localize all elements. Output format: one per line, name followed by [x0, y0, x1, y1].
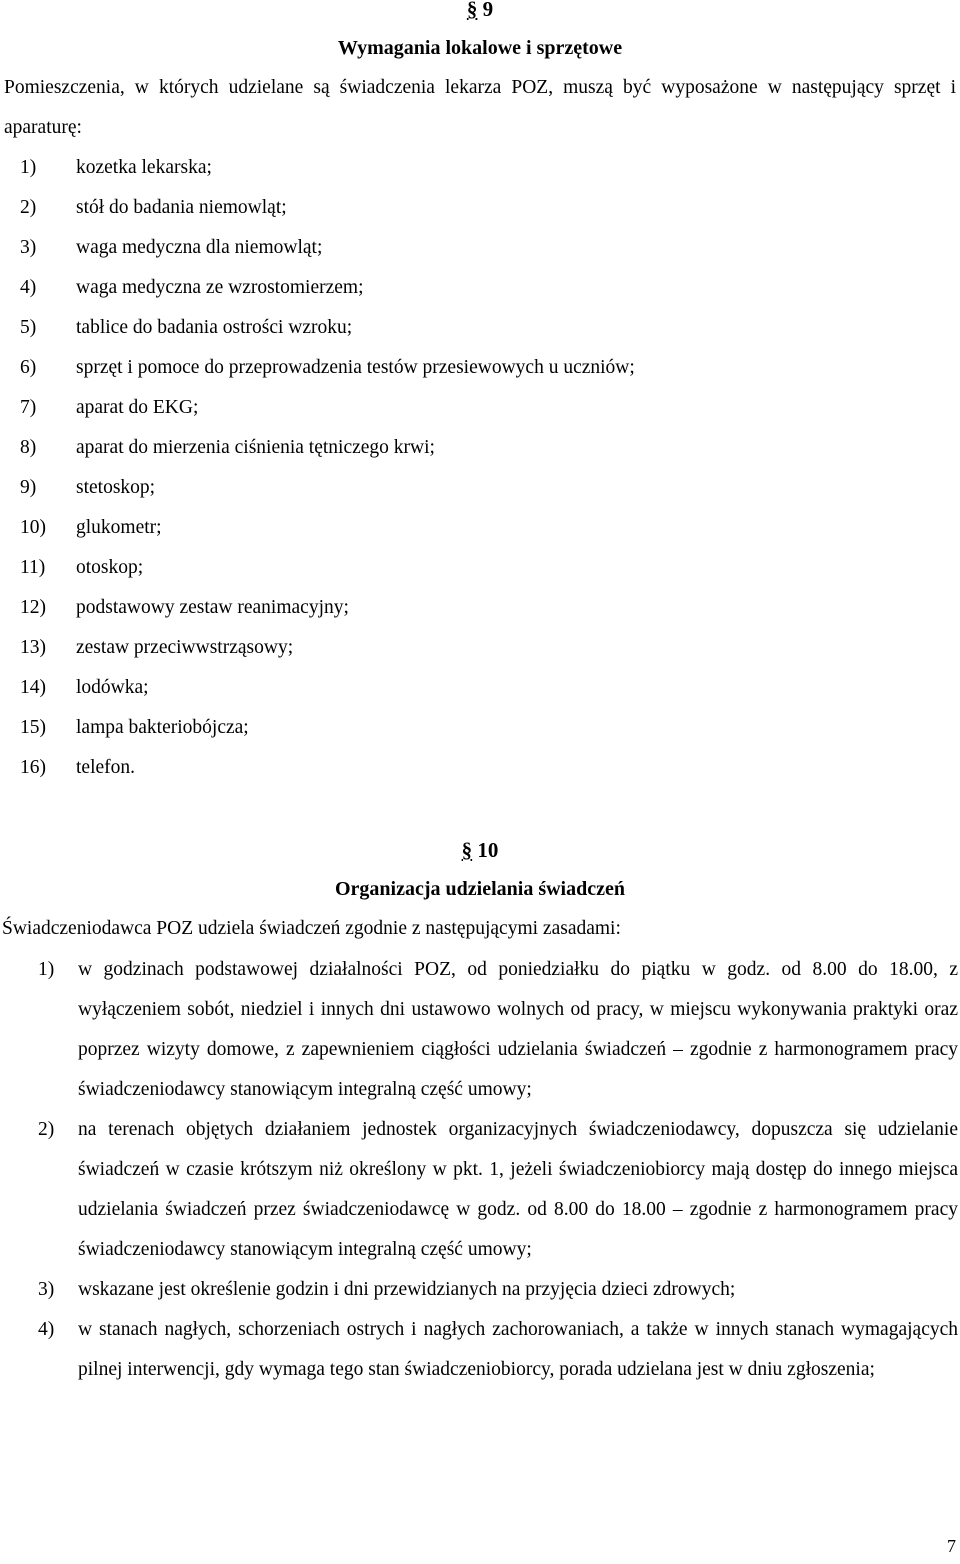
rules-list [0, 950, 960, 1390]
list-item-text: stół do badania niemowląt; [76, 197, 287, 218]
list-item [0, 1310, 960, 1390]
list-item-text: wskazane jest określenie godzin i dni przewidzianych na przyjęcia dzieci zdrowych; [78, 1279, 736, 1300]
page-number: 7 [947, 1536, 956, 1556]
list-item-text: glukometr; [76, 517, 162, 538]
section-10-number-value: 10 [477, 838, 499, 862]
list-item-number: 2) [38, 1119, 55, 1140]
section-10-title: Organizacja udzielania świadczeń [335, 878, 625, 900]
list-item-number: 11) [20, 557, 46, 578]
list-item-number: 4) [38, 1319, 55, 1340]
list-item-number: 1) [20, 157, 37, 178]
list-item-number: 7) [20, 397, 37, 418]
list-item [0, 1110, 960, 1270]
list-item-number: 1) [38, 959, 55, 980]
list-item-text: telefon. [76, 757, 136, 778]
section-10-number [0, 837, 960, 863]
list-item-number: 3) [20, 237, 37, 258]
list-item-number: 13) [20, 637, 46, 658]
list-item-text: aparat do mierzenia ciśnienia tętniczego krwi; [76, 437, 435, 458]
list-item-text: lodówka; [76, 677, 149, 698]
list-item-text: aparat do EKG; [76, 397, 199, 418]
list-item-number: 14) [20, 677, 46, 698]
list-item-text: lampa bakteriobójcza; [76, 717, 249, 738]
list-item-text: kozetka lekarska; [76, 157, 212, 178]
list-item-text: stetoskop; [76, 477, 156, 498]
list-item-number: 2) [20, 197, 37, 218]
list-item-number: 3) [38, 1279, 55, 1300]
list-item-text: waga medyczna dla niemowląt; [76, 237, 323, 258]
list-item-number: 10) [20, 517, 46, 538]
list-item-number: 5) [20, 317, 37, 338]
section-sign: § [466, 0, 478, 21]
list-item-number: 16) [20, 757, 46, 778]
list-item-text: otoskop; [76, 557, 144, 578]
section-sign: § [461, 838, 473, 862]
list-item-text: waga medyczna ze wzrostomierzem; [76, 277, 364, 298]
list-item-number: 15) [20, 717, 46, 738]
list-item-text: w godzinach podstawowej działalności POZ, od poniedziałku do piątku w godz. od 8.00 do 18.00, z wyłączeniem sobót, niedziel i innych dni ustawowo wolnych od pracy, w miejscu wykonywania praktyki oraz poprzez wizyty domowe, z zapewnieniem ciągłości udzielania świadczeń – zgodnie z harmonogramem pracy świadczeniodawcy stanowiącym integralną część umowy; [78, 959, 958, 1100]
list-item-number: 12) [20, 597, 46, 618]
list-item-text: sprzęt i pomoce do przeprowadzenia testów przesiewowych u uczniów; [76, 357, 635, 378]
list-item-text: na terenach objętych działaniem jednostek organizacyjnych świadczeniodawcy, dopuszcza się udzielanie świadczeń w czasie krótszym niż określony w pkt. 1, jeżeli świadczeniobiorcy mają dostęp do innego miejsca udzielania świadczeń przez świadczeniodawcę w godz. od 8.00 do 18.00 – zgodnie z harmonogramem pracy świadczeniodawcy stanowiącym integralną część umowy; [78, 1119, 958, 1260]
section-9-number-value: 9 [482, 0, 494, 21]
list-item-number: 8) [20, 437, 37, 458]
list-item-text: w stanach nagłych, schorzeniach ostrych i nagłych zachorowaniach, a także w innych stanach wymagających pilnej interwencji, gdy wymaga tego stan świadczeniobiorcy, porada udzielana jest w dniu zgłoszenia; [78, 1319, 958, 1380]
list-item [0, 1270, 960, 1310]
section-9-number [0, 0, 960, 22]
list-item [0, 950, 960, 1110]
section-9-title: Wymagania lokalowe i sprzętowe [337, 37, 623, 59]
section-9-intro: Pomieszczenia, w których udzielane są świadczenia lekarza POZ, muszą być wyposażone w następujący sprzęt i aparaturę: [4, 77, 956, 138]
section-10-intro: Świadczeniodawca POZ udziela świadczeń zgodnie z następującymi zasadami: [2, 918, 621, 939]
list-item-text: tablice do badania ostrości wzroku; [76, 317, 353, 338]
list-item-text: zestaw przeciwwstrząsowy; [76, 637, 294, 658]
list-item-number: 9) [20, 477, 37, 498]
list-item-text: podstawowy zestaw reanimacyjny; [76, 597, 349, 618]
list-item-number: 6) [20, 357, 37, 378]
list-item-number: 4) [20, 277, 37, 298]
